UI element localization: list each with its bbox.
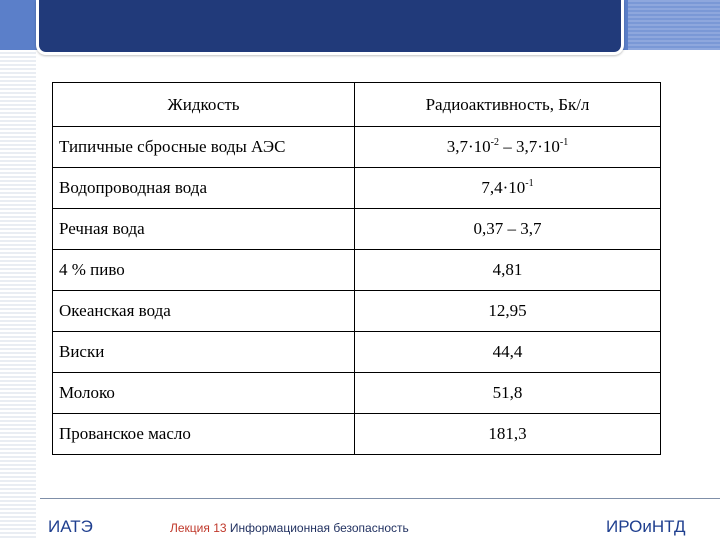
left-decorative-band — [0, 0, 36, 540]
activity-cell: $3,7\cdot 10^{-2} - 3,7\cdot 10^{-1}$ — [355, 127, 661, 168]
footer-divider — [40, 498, 720, 499]
table-row — [53, 291, 661, 332]
activity-cell: 4,81 — [355, 250, 661, 291]
activity-cell: $7,4\cdot 10^{-1}$ — [355, 168, 661, 209]
table-row — [53, 250, 661, 291]
footer-department: ИРОиНТД — [606, 517, 686, 536]
lecture-number: 13 — [213, 521, 227, 535]
table-row — [53, 373, 661, 414]
activity-cell: 44,4 — [355, 332, 661, 373]
course-title: Информационная безопасность — [229, 521, 409, 535]
slide-title-box — [36, 0, 624, 55]
table-row — [53, 332, 661, 373]
radioactivity-table — [52, 82, 661, 455]
table-header-row — [53, 83, 661, 127]
liquid-cell: Молоко — [53, 373, 355, 414]
activity-cell: 181,3 — [355, 414, 661, 455]
lecture-label: Лекция — [170, 521, 210, 535]
activity-cell: 0,37 – 3,7 — [355, 209, 661, 250]
header-right-stripes — [628, 0, 720, 50]
liquid-cell: 4 % пиво — [53, 250, 355, 291]
liquid-cell: Типичные сбросные воды АЭС — [53, 127, 355, 168]
header-liquid: Жидкость — [53, 83, 355, 127]
footer-lecture — [170, 521, 409, 535]
table-row — [53, 127, 661, 168]
liquid-cell: Виски — [53, 332, 355, 373]
activity-cell: 12,95 — [355, 291, 661, 332]
activity-cell: 51,8 — [355, 373, 661, 414]
liquid-cell: Водопроводная вода — [53, 168, 355, 209]
liquid-cell: Прованское масло — [53, 414, 355, 455]
table-row — [53, 168, 661, 209]
liquid-cell: Речная вода — [53, 209, 355, 250]
footer-institute: ИАТЭ — [48, 517, 93, 536]
header-radioactivity: Радиоактивность, Бк/л — [355, 83, 661, 127]
table-row — [53, 209, 661, 250]
liquid-cell: Океанская вода — [53, 291, 355, 332]
table-row — [53, 414, 661, 455]
